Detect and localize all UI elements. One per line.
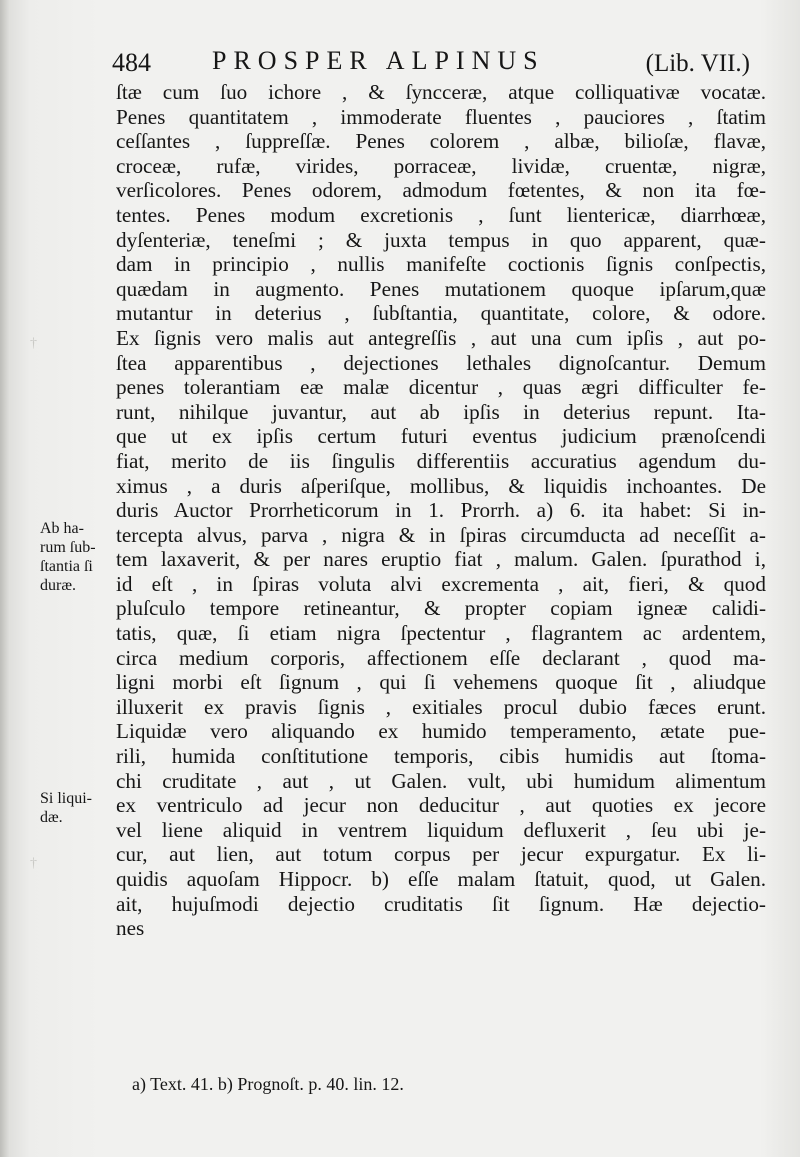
running-title: PROSPER ALPINUS [212,46,545,75]
book-reference: (Lib. VII.) [645,50,750,77]
margin-note-line: ſtantia ſi [40,558,93,575]
margin-note-line: dæ. [40,809,63,826]
text-line: croceæ, rufæ, virides, porraceæ, lividæ, cruentæ, nigræ, [116,153,766,178]
text-line: tentes. Penes modum excretionis , ſunt lientericæ, diarrhœæ, [116,202,766,227]
text-line: illuxerit ex pravis ſignis , exitiales procul dubio fæces erunt. [116,694,766,719]
text-line: ximus , a duris aſperiſque, mollibus, & liquidis inchoantes. De [116,473,766,498]
margin-note-line: duræ. [40,577,76,594]
text-line: vel liene aliquid in ventrem liquidum defluxerit , ſeu ubi je- [116,817,766,842]
page-gutter-shadow [0,0,10,1157]
text-line: dam in principio , nullis manifeſte coctionis ſignis conſpectis, [116,252,766,277]
text-line: ligni morbi eſt ſignum , qui ſi vehemens quoque ſit , aliudque [116,670,766,695]
text-line: duris Auctor Prorrheticorum in 1. Prorrh. a) 6. ita habet: Si in- [116,498,766,523]
margin-note-duræ [40,519,115,595]
text-line: pluſculo tempore retineantur, & propter copiam igneæ calidi- [116,596,766,621]
text-line: ſtæ cum ſuo ichore , & ſyncceræ, atque colliquativæ vocatæ. [116,80,766,104]
margin-note-line: Ab ha- [40,520,84,537]
text-line: verſicolores. Penes odorem, admodum fœtentes, & non ita fœ- [116,178,766,203]
text-line: ſtea apparentibus , dejectiones lethales dignoſcantur. Demum [116,350,766,375]
text-line: rili, humida conſtitutione temporis, cibis humidis aut ſtoma- [116,744,766,769]
text-line: fiat, merito de iis ſingulis differentiis accuratius agendum du- [116,448,766,473]
margin-note-line: rum ſub- [40,539,96,556]
body-text [116,80,766,941]
text-line: quædam in augmento. Penes mutationem quoque ipſarum,quæ [116,276,766,301]
text-line: runt, nihilque juvantur, aut ab ipſis in deterius repunt. Ita- [116,399,766,424]
text-line: ait, hujuſmodi dejectio cruditatis ſit ſignum. Hæ dejectio- [116,891,766,916]
text-line: ex ventriculo ad jecur non deducitur , aut quoties ex jecore [116,793,766,818]
text-line: mutantur in deterius , ſubſtantia, quantitate, colore, & odore. [116,301,766,326]
text-line: Ex ſignis vero malis aut antegreſſis , aut una cum ipſis , aut po- [116,325,766,350]
text-line: chi cruditate , aut , ut Galen. vult, ubi humidum alimentum [116,768,766,793]
text-line: que ut ex ipſis certum futuri eventus judicium prænoſcendi [116,424,766,449]
text-line: tem laxaverit, & per nares eruptio fiat , malum. Galen. ſpurathod i, [116,547,766,572]
text-line: circa medium corporis, affectionem eſſe declarant , quod ma- [116,645,766,670]
bleed-through-mark: † [30,336,37,351]
margin-note-liquidæ [40,789,115,827]
margin-note-line: Si liqui- [40,790,93,807]
text-line: Penes quantitatem , immoderate fluentes , pauciores , ſtatim [116,104,766,129]
text-line: quidis aquoſam Hippocr. b) eſſe malam ſtatuit, quod, ut Galen. [116,867,766,891]
page-number: 484 [112,48,151,77]
catchword: nes [116,916,145,941]
text-line: id eſt , in ſpiras voluta alvi excrementa , ait, fieri, & quod [116,571,766,596]
text-line: penes tolerantiam eæ malæ dicentur , quas ægri difficulter fe- [116,375,766,400]
text-line: tercepta alvus, parva , nigra & in ſpiras circumducta ad neceſſit a- [116,522,766,547]
text-line: ceſſantes , ſuppreſſæ. Penes colorem , albæ, bilioſæ, flavæ, [116,129,766,154]
text-line: dyſenteriæ, teneſmi ; & juxta tempus in quo apparent, quæ- [116,227,766,252]
text-line: cur, aut lien, aut totum corpus per jecur expurgatur. Ex li- [116,842,766,867]
bleed-through-mark: † [30,856,37,871]
text-line: Liquidæ vero aliquando ex humido temperamento, ætate pue- [116,719,766,744]
footnotes: a) Text. 41. b) Prognoſt. p. 40. lin. 12. [132,1074,404,1094]
running-header [112,42,762,82]
text-line: tatis, quæ, ſi etiam nigra ſpectentur , flagrantem ac ardentem, [116,621,766,646]
